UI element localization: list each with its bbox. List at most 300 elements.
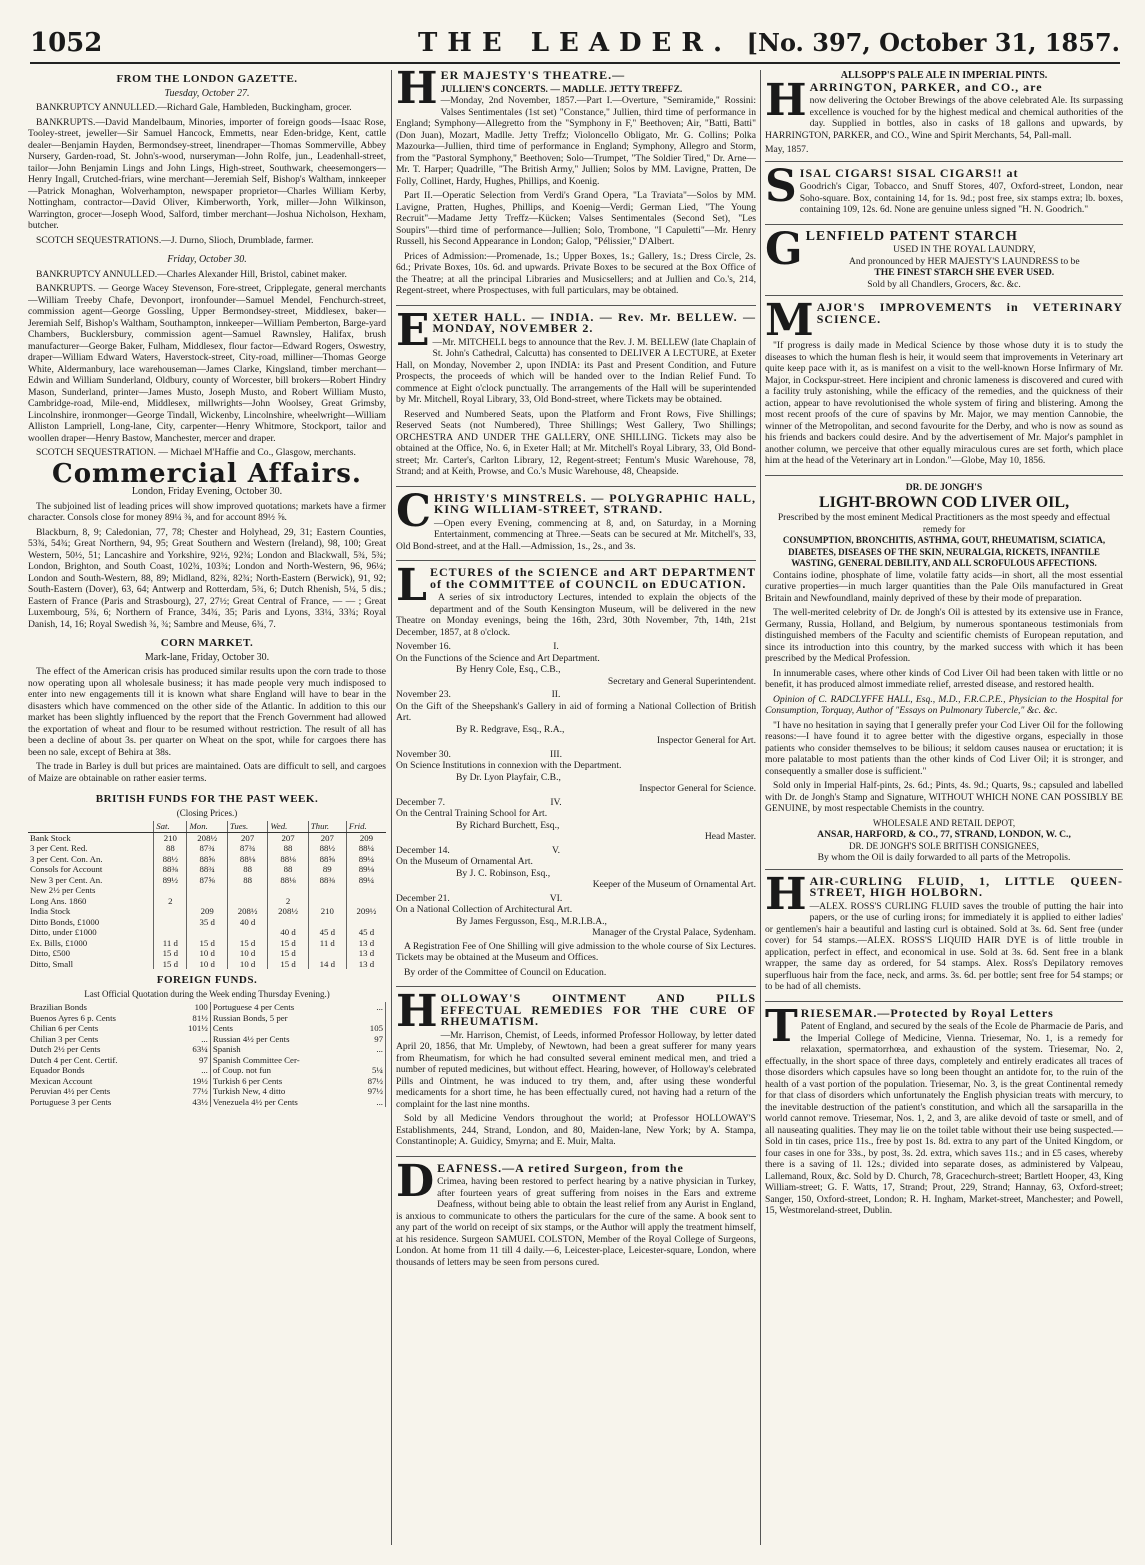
foreign-fund-name: Chilian 6 per Cents xyxy=(30,1023,99,1033)
fund-price xyxy=(227,885,267,896)
foreign-fund-name: Cents xyxy=(212,1023,233,1033)
lecture-speaker: By Henry Cole, Esq., C.B., xyxy=(456,664,561,675)
foreign-fund-price: 105 xyxy=(354,1023,385,1034)
fund-price: 14 d xyxy=(308,959,346,970)
hair-body: —ALEX. ROSS'S CURLING FLUID saves the trouble of putting the hair into papers, or the use of curling irons; for immediately it is applied to either ladies' or gentlemen's hair a beautiful and lasting curl is obtained. Sold at 3s. 6d. Sent free (under cover) for 54 stamps.—ALEX. ROSS'S LIQUID HAIR DYE is of little trouble in application, perfect in effect, and economical in use. Sold at 3s. 6d. Sent free in a blank wrapper, the same day as ordered, for 54 stamps. Alex. Ross's Depilatory removes superfluous hair from the face, neck, and arms. 3s. 6d. per bottle; sent free for 54 stamps; or to be had of all chemists. xyxy=(765,900,1123,992)
hair-title: AIR-CURLING FLUID, 1, LITTLE QUEEN-STREET, HIGH HOLBORN. xyxy=(809,873,1123,899)
fund-name: Ditto Bonds, £1000 xyxy=(30,916,100,927)
fund-price: 10 d xyxy=(187,948,227,959)
lecture-subject: On the Functions of the Science and Art Department. xyxy=(396,652,600,664)
jongh-depot-head: WHOLESALE AND RETAIL DEPOT, xyxy=(872,817,1016,828)
table-row xyxy=(28,927,386,938)
fund-price: 15 d xyxy=(268,959,308,970)
lecture-subject: On the Museum of Ornamental Art. xyxy=(396,856,533,867)
foreign-fund-name: Spanish Committee Cer- xyxy=(212,1054,300,1065)
jongh-consignees2: By whom the Oil is daily forwarded to all parts of the Metropolis. xyxy=(817,852,1071,863)
glenfield-line: USED IN THE ROYAL LAUNDRY, xyxy=(893,244,1036,255)
holloway-title: OLLOWAY'S OINTMENT AND PILLS EFFECTUAL REMEDIES FOR THE CURE OF RHEUMATISM. xyxy=(440,991,756,1028)
dropcap: H xyxy=(765,74,807,126)
fund-price: 88 xyxy=(154,843,187,854)
issue-info: [No. 397, October 31, 1857. xyxy=(746,28,1120,57)
foreign-fund-price: 5¼ xyxy=(354,1065,385,1076)
fund-price: 15 d xyxy=(268,938,308,949)
lecture-number: V. xyxy=(551,844,561,856)
lectures-intro: A series of six introductory Lectures, intended to explain the objects of the department and of the South Kensington Museum, will be delivered in the new Theatre on Monday evenings, being the 16th, 23rd, 30th November, 7th, 14th, 21st December, 1857, at 8 o'clock. xyxy=(396,592,756,638)
fund-price: 10 d xyxy=(227,948,267,959)
funds-subheading: (Closing Prices.) xyxy=(176,807,238,818)
foreign-funds-heading: FOREIGN FUNDS. xyxy=(156,974,258,986)
page-number: 1052 xyxy=(30,28,103,58)
fund-price: 208½ xyxy=(268,906,308,917)
commercial-dateline: London, Friday Evening, October 30. xyxy=(131,486,283,497)
fund-price: 2 xyxy=(154,896,187,907)
sisal-advert xyxy=(765,160,1123,225)
fund-price xyxy=(227,896,267,907)
foreign-fund-price xyxy=(354,1055,385,1066)
funds-column-header xyxy=(28,821,154,832)
foreign-fund-name: Russian 4½ per Cents xyxy=(212,1033,290,1044)
fund-price: 88¾ xyxy=(187,864,227,875)
table-row xyxy=(28,1065,386,1076)
theatre-title: ER MAJESTY'S THEATRE.— xyxy=(440,70,626,82)
harrington-date: May, 1857. xyxy=(765,144,809,155)
foreign-fund-name: Dutch 2½ per Cents xyxy=(30,1044,101,1054)
fund-price: 89 xyxy=(308,864,346,875)
lecture-subject: On a National Collection of Architectural Art. xyxy=(396,904,573,915)
column-divider xyxy=(760,70,761,1545)
fund-price: 88⅜ xyxy=(308,875,346,886)
newspaper-title: THE LEADER. xyxy=(417,28,733,58)
fund-price: 88⅝ xyxy=(187,854,227,865)
column-2 xyxy=(396,70,756,1550)
foreign-fund-price: 97½ xyxy=(354,1086,385,1097)
fund-price: 209 xyxy=(346,832,386,843)
fund-price: 88 xyxy=(268,864,308,875)
fund-price: 89⅛ xyxy=(346,864,386,875)
table-row xyxy=(28,938,386,949)
column-1 xyxy=(28,70,386,1550)
fund-price: 207 xyxy=(308,832,346,843)
table-row xyxy=(28,1034,386,1045)
column-3 xyxy=(765,70,1123,1550)
corn-paragraph: The trade in Barley is dull but prices are maintained. Oats are difficult to sell, and cargoes of Maize are obtainable on rather easier terms. xyxy=(28,761,386,784)
fund-price xyxy=(346,896,386,907)
foreign-fund-name: of Coup. not fun xyxy=(212,1065,271,1075)
holloway-body: —Mr. Harrison, Chemist, of Leeds, informed Professor Holloway, by letter dated April 20, 1856, that Mr. Umpleby, of Newtown, had been a great sufferer for many years from Rheumatism, for which he had consulted several eminent medical men, and tried a number of reputed medicines, but without effect. Hearing, however, of Holloway's celebrated Pills and Ointment, he was induced to try them, and, after using these wonderful medicaments for a short time, he has been effectually cured, not having had a return of the complaint for the last nine months. xyxy=(396,1029,756,1110)
sisal-body: Goodrich's Cigar, Tobacco, and Snuff Stores, 407, Oxford-street, London, near Soho-square. Box, containing 14, for 1s. 9d.; post free, six stamps extra; lb. boxes, containing 109, 12s. 6d. None are genuine unless signed "H. N. Goodrich." xyxy=(799,181,1123,215)
dropcap: M xyxy=(765,295,814,346)
lecture-item xyxy=(396,893,756,939)
fund-price: 209 xyxy=(187,906,227,917)
foreign-fund-price: 97 xyxy=(354,1034,385,1045)
harrington-body: now delivering the October Brewings of the above celebrated Ale. Its surpassing excellence is vouched for by the highest medical and chemical authorities of the day. Supplied in bottles, also in casks of 18 gallons and upwards, by HARRINGTON, PARKER, and CO., Wine and Spirit Merchants, 54, Pall-mall. xyxy=(765,95,1123,141)
fund-price: 88⅛ xyxy=(268,875,308,886)
dropcap: S xyxy=(765,160,797,212)
foreign-fund-name: Equador Bonds xyxy=(30,1065,85,1075)
lecture-speaker: By J. C. Robinson, Esq., xyxy=(456,867,551,879)
fund-price: 45 d xyxy=(346,927,386,938)
deafness-advert xyxy=(396,1155,756,1277)
sisal-title: ISAL CIGARS! SISAL CIGARS!! at xyxy=(799,165,1019,180)
table-row xyxy=(28,1076,386,1087)
lectures-advert xyxy=(396,560,756,987)
fund-name: Ditto, £500 xyxy=(30,948,71,958)
fund-price xyxy=(154,906,187,917)
fund-price: 210 xyxy=(154,832,187,843)
table-row xyxy=(28,1097,386,1108)
glenfield-line: THE FINEST STARCH SHE EVER USED. xyxy=(874,267,1055,278)
funds-column-header: Mon. xyxy=(187,821,227,832)
lecture-subject: On Science Institutions in connexion with the Department. xyxy=(396,760,622,771)
masthead xyxy=(30,28,1120,58)
fund-price: 40 d xyxy=(268,927,308,938)
table-row xyxy=(28,875,386,886)
masthead-rule xyxy=(30,62,1120,64)
major-title: AJOR'S IMPROVEMENTS in VETERINARY SCIENCE. xyxy=(816,300,1123,326)
fund-name: 3 per Cent. Red. xyxy=(30,843,88,853)
harrington-title: ARRINGTON, PARKER, and CO., are xyxy=(809,79,1043,94)
foreign-funds-subheading: Last Official Quotation during the Week ending Thursday Evening.) xyxy=(84,988,330,999)
foreign-fund-name: Spanish xyxy=(212,1044,241,1054)
fund-price: 40 d xyxy=(227,917,267,928)
gazette-annulled: BANKRUPTCY ANNULLED.—Charles Alexander Hill, Bristol, cabinet maker. xyxy=(36,268,347,280)
fund-price: 89½ xyxy=(154,875,187,886)
foreign-fund-price: ... xyxy=(172,1065,210,1076)
column-divider xyxy=(391,70,392,1545)
table-row xyxy=(28,1023,386,1034)
table-row xyxy=(28,896,386,907)
lecture-role: Manager of the Crystal Palace, Sydenham. xyxy=(592,927,756,938)
jongh-pre: DR. DE JONGH'S xyxy=(905,481,983,493)
lecture-date: November 30. xyxy=(396,748,451,760)
lecture-item xyxy=(396,689,756,747)
theatre-body: —Monday, 2nd November, 1857.—Part I.—Overture, "Semiramide," Rossini: Valses Sentimentales (1st set) "Constance," Jullien, third time of performance in England; Symphony—Allegretto from the "Symphony in F," Beethoven; Air, "Batti, Batti" (Don Juan), Mozart, Madlle. Jetty Treffz; Violoncello Obligato, Mr. G. Collins; Polka Mazourka—Jullien, third time of performance in England; Symphony, Allegro and Storm, from the "Pastoral Symphony," Beethoven; Solo—Trumpet, "The Soldier Tired," Dr. Arne—Mr. T. Harper; Quadrille, "The British Army," Jullien; Solos by MM. Lavigne, Pratten, De Folly, Collinet, Hardy, Hughes, Phillips, and Koenig. xyxy=(396,95,756,187)
lecture-date: December 14. xyxy=(396,844,450,856)
theatre-advert xyxy=(396,70,756,306)
foreign-fund-price: 19½ xyxy=(172,1076,210,1087)
fund-price xyxy=(346,885,386,896)
table-row xyxy=(28,843,386,854)
triesemar-advert xyxy=(765,1000,1123,1225)
christy-title: HRISTY'S MINSTRELS. — POLYGRAPHIC HALL, KING WILLIAM-STREET, STRAND. xyxy=(434,490,756,516)
lecture-number: II. xyxy=(551,689,561,700)
fund-price: 87⅝ xyxy=(187,875,227,886)
triesemar-title: RIESEMAR.—Protected by Royal Letters xyxy=(800,1005,1054,1020)
lecture-role: Inspector General for Science. xyxy=(639,783,756,794)
glenfield-line: And pronounced by HER MAJESTY'S LAUNDRESS to be xyxy=(848,255,1080,267)
gazette-heading: FROM THE LONDON GAZETTE. xyxy=(116,73,298,85)
christy-body: —Open every Evening, commencing at 8, and, on Saturday, in a Morning Entertainment, commencing at Three.—Seats can be secured at Mr. Mitchell's, 33, Old Bond-street, and at the Hall.—Admission, 1s., 2s., and 3s. xyxy=(396,517,756,552)
fund-price: 11 d xyxy=(154,938,187,949)
lectures-title: ECTURES of the SCIENCE and ART DEPARTMENT of the COMMITTEE of COUNCIL on EDUCATION. xyxy=(429,565,756,591)
theatre-prices: Prices of Admission:—Promenade, 1s.; Upper Boxes, 1s.; Gallery, 1s.; Dress Circle, 2s. 6d.; Private Boxes, 10s. 6d. and upwards. Private Boxes to be secured at the Box Office of the Theatre; at all the principal Libraries and Musicsellers; and at Jullien and Co.'s, 214, Regent-street, where Prospectuses, with full particulars, may be obtained. xyxy=(396,250,756,296)
fund-price: 10 d xyxy=(187,959,227,970)
fund-price xyxy=(154,927,187,938)
fund-price: 13 d xyxy=(346,948,386,959)
fund-price: 208½ xyxy=(187,832,227,843)
foreign-fund-name: Venezuela 4½ per Cents xyxy=(212,1096,298,1107)
funds-column-header: Tues. xyxy=(227,821,267,832)
fund-price: 207 xyxy=(227,832,267,843)
jongh-sub: Prescribed by the most eminent Medical Practitioners as the most speedy and effectual remedy for xyxy=(777,512,1111,535)
fund-price: 2 xyxy=(268,896,308,907)
major-advert xyxy=(765,295,1123,476)
dropcap: T xyxy=(765,1000,798,1052)
lecture-role: Secretary and General Superintendent. xyxy=(607,675,756,687)
dropcap: G xyxy=(765,223,803,275)
foreign-funds-table xyxy=(28,1002,386,1107)
fund-name: Consols for Account xyxy=(30,864,103,874)
jongh-body: The well-merited celebrity of Dr. de Jongh's Oil is attested by its extensive use in France, Germany, Russia, Holland, and Belgium, by numerous spontaneous testimonials from distinguished members of the Faculty and scientific chemists of European reputation, and since its introduction into this country, by the marked success with which it has been prescribed by the Medical Profession. xyxy=(765,607,1123,664)
fund-price: 45 d xyxy=(308,927,346,938)
theatre-subtitle: JULLIEN'S CONCERTS. — MADLLE. JETTY TREFFZ. xyxy=(440,83,683,95)
table-row xyxy=(28,832,386,843)
fund-price: 15 d xyxy=(154,948,187,959)
foreign-fund-price: 87½ xyxy=(354,1076,385,1087)
foreign-fund-name: Turkish 6 per Cents xyxy=(212,1075,283,1086)
funds-heading: BRITISH FUNDS FOR THE PAST WEEK. xyxy=(95,793,319,805)
dropcap: H xyxy=(765,868,807,920)
fund-price: 88½ xyxy=(154,854,187,865)
fund-price: 88¼ xyxy=(346,843,386,854)
fund-price: 13 d xyxy=(346,959,386,970)
theatre-part2: Part II.—Operatic Selection from Verdi's Grand Opera, "La Traviata"—Solos by MM. Lavigne, Pratten, Hughes, Phillips, and Koenig—Verdi; German Lied, "The Young Recruit"—Madame Jetty Treffz—Kücken; Valses Sentimentales (Second Set), "Les Soupirs"—third time of performance—Jullien; Solo, Trombone, "I Capuletti"—Mr. Henry Russell, his Second Appearance in London; Galop, "Pélissier," D'Albert. xyxy=(396,190,756,247)
commercial-heading: Commercial Affairs. xyxy=(52,458,362,489)
fund-price xyxy=(187,927,227,938)
table-row xyxy=(28,959,386,970)
fund-price: 88 xyxy=(227,864,267,875)
lecture-item xyxy=(396,845,756,891)
dropcap: H xyxy=(396,70,438,114)
lectures-footer: A Registration Fee of One Shilling will give admission to the whole course of Six Lectures. Tickets may be obtained at the Museum and Offices. xyxy=(396,940,756,963)
lecture-date: December 21. xyxy=(396,892,450,904)
foreign-fund-price: ... xyxy=(172,1034,210,1045)
table-row xyxy=(28,1086,386,1097)
british-funds-table xyxy=(28,821,386,969)
fund-name: Bank Stock xyxy=(30,832,71,843)
jongh-title: LIGHT-BROWN COD LIVER OIL, xyxy=(818,494,1070,511)
commercial-intro: The subjoined list of leading prices will show improved quotations; markets have a firmer character. Consols close for money 89¼ ⅜, and for account 89½ ⅝. xyxy=(28,500,386,523)
dropcap: H xyxy=(396,986,438,1037)
lecture-speaker: By Dr. Lyon Playfair, C.B., xyxy=(456,771,561,783)
lecture-role: Keeper of the Museum of Ornamental Art. xyxy=(592,879,756,890)
lecture-subject: On the Central Training School for Art. xyxy=(396,808,548,819)
foreign-fund-price: ... xyxy=(354,1097,385,1108)
foreign-fund-name: Turkish New, 4 ditto xyxy=(212,1086,286,1096)
lecture-date: November 23. xyxy=(396,689,451,700)
fund-price: 88 xyxy=(227,875,267,886)
fund-price: 208½ xyxy=(227,906,267,917)
exeter-body2: Reserved and Numbered Seats, upon the Platform and Front Rows, Five Shillings; Reserved Seats (not Numbered), Three Shillings; West Gallery, Two Shillings; ORCHESTRA AND UNDER THE GALLERY, ONE SHILLING. Tickets may also be obtained at the Office, No. 6, in Exeter Hall; at Mr. Mitchell's Royal Library, 33, Old Bond-street; Mr. Carter's, Carlton Library, 12, Regent-street; Fentum's Music Warehouse, 78, Strand; and at Keith, Prowse, and Co.'s Music Warehouse, 48, Cheapside. xyxy=(396,408,756,477)
lecture-role: Head Master. xyxy=(704,831,756,842)
dropcap: D xyxy=(396,1155,435,1207)
table-row xyxy=(28,906,386,917)
foreign-fund-name: Portuguese 4 per Cents xyxy=(212,1002,295,1012)
fund-price: 35 d xyxy=(187,917,227,928)
lecture-number: I. xyxy=(553,641,559,652)
foreign-fund-price xyxy=(354,1013,385,1024)
dropcap: E xyxy=(396,304,430,356)
fund-price: 15 d xyxy=(268,948,308,959)
foreign-fund-name: Brazilian Bonds xyxy=(30,1002,87,1012)
glenfield-line: Sold by all Chandlers, Grocers, &c. &c. xyxy=(867,278,1021,290)
foreign-fund-name: Mexican Account xyxy=(30,1075,93,1086)
foreign-fund-price: 101½ xyxy=(172,1023,210,1034)
table-row xyxy=(28,1013,386,1024)
gazette-bankrupts: BANKRUPTS. — George Wacey Stevenson, Fore-street, Cripplegate, general merchants—William Treeby Chafe, Devonport, ironfounder—Samuel Mendel, Fenchurch-street, commission agent—George Gossling, Upper Bermondsey-street, Middlesex, baker—Jeremiah Self, Bishop's Waltham, Southampton, innkeeper—William Pemberton, Barge-yard Chambers, Bucklersbury, commission agent—Samuel Rawnsley, Halifax, brush manufacturer—George Baker, Fulham, Middlesex, flour factor—Edward Rogers, Oswestry, draper—William Edward Waters, Haverstock-street, City-road, milliner—Thomas George White, Aldermanbury, lace warehouseman—James Clarke, Kingsland, timber merchant—Edwin and William Sunderland, Oldbury, county of Worcester, bill brokers—Robert Hindry Mason, Sunderland, printer—James Musto, Joseph Musto, and Robert William Musto, Cambridge-road, Mile-end, Middlesex, millwrights—John Woolsey, Great Grimsby, Lincolnshire, ironmonger—George Tindall, Wickenby, Lincolnshire, wheelwright—William Alliston Lampriell, Long-lane, City, carpenter—Henry Whitmore, Stockport, tailor and woollen draper—Henry Bastow, Manchester, mercer and draper. xyxy=(28,283,386,444)
funds-column-header: Sat. xyxy=(154,821,187,832)
fund-price xyxy=(154,885,187,896)
lecture-item xyxy=(396,797,756,843)
foreign-fund-price: 81½ xyxy=(172,1013,210,1024)
foreign-fund-name: Portuguese 3 per Cents xyxy=(30,1096,112,1107)
fund-price: 15 d xyxy=(154,959,187,970)
commercial-prices: Blackburn, 8, 9; Caledonian, 77, 78; Chester and Holyhead, 29, 31; Eastern Counties, 53¾, 54¾; Great Northern, 94, 95; Great Southern and Western (Ireland), 98, 100; Great Western, 50½, 51; Lancashire and Yorkshire, 92½, 92¾; London and Blackwall, 5¾, 5¾; London, Brighton, and South Coast, 102¾, 103¾; London and North-Western, 96, 96¼; London and South-Western, 88, 89; Midland, 82¾, 82¾; North-Eastern (Berwick), 91, 92; South-Eastern (Dover), 63, 64; Antwerp and Rotterdam, 5¾, 6; Dutch Rhenish, 5¼, 5 dis.; Eastern of France (Paris and Strasbourg), 27, 27½; Great Central of France, — — ; Great Luxembourg, 5¾, 6; Northern of France, 34¾, 35; Paris and Lyons, 33¼, 33¾; Royal Danish, 14, 16; Royal Swedish ¾, ¾; Sambre and Meuse, 6¾, 7. xyxy=(28,526,386,630)
fund-name: India Stock xyxy=(30,906,71,916)
fund-price: 88½ xyxy=(308,843,346,854)
fund-price: 210 xyxy=(308,906,346,917)
major-body: "If progress is daily made in Medical Science by those whose duty it is to study the diseases to which the human flesh is heir, it would seem that improvements in Veterinary art quite keep pace with it, as is manifest on a visit to the well-known Horse Infirmary of Mr. Major, in Cockspur-street. Here incipient and chronic lameness is discovered and cured with a facility truly astonishing, while the efficacy of the remedies, and the quickness of their action, appear to have revolutionised the whole system of firing and blistering. Among the most recent proofs of the cure of spavins by Mr. Major, we may mention Cannobie, the winner of the Metropolitan, and second favourite for the Derby, and who is now as sound as his friends and backers could desire. And by the advertisement of Mr. Major's pamphlet in another column, we perceive that other equally miraculous cures are set forth, which place him at the head of the Veterinary art in London."—Globe, May 10, 1856. xyxy=(765,340,1123,466)
glenfield-title: LENFIELD PATENT STARCH xyxy=(805,228,1018,244)
fund-price: 87¾ xyxy=(187,843,227,854)
triesemar-body: Patent of England, and secured by the seals of the Ecole de Pharmacie de Paris, and the Imperial College of Medicine, Vienna. Triesemar, No. 1, is a remedy for relaxation, spermatorrhœa, and exhaustion of the system. Triesemar, No. 2, effectually, in the short space of three days, completely and entirely eradicates all traces of those disorders which capsules have so long been thought an antidote for, to the ruin of the health of a vast portion of the population. Triesemar, No. 3, is the great Continental remedy for that class of disorders which unfortunately the English physician treats with mercury, to the inevitable destruction of the patient's constitution, and which all the sarsaparilla in the world cannot remove. Triesemar, Nos. 1, 2, and 3, are alike devoid of taste or smell, and of all nauseating qualities. They may lie on the toilet table without their use being suspected.—Sold in tin cases, price 11s., free by post 1s. 8d. extra to any part of the United Kingdom, or four cases in one for 33s., by post, 3s. 2d. extra, which saves 11s.; and in £5 cases, whereby there is a saving of 1l. 12s.; divided into separate doses, as administered by Valpeau, Lallemand, Roux, &c. Sold by D. Church, 78, Gracechurch-street; Bartlett Hooper, 43, King William-street; G. F. Watts, 17, Strand; Prout, 229, Strand; Hannay, 63, Oxford-street; Sanger, 150, Oxford-street, London; R. H. Ingham, Market-street, Manchester; and Powell, 15, Westmoreland-street, Dublin. xyxy=(765,1021,1123,1216)
funds-column-header: Frid. xyxy=(346,821,386,832)
exeter-body: —Mr. MITCHELL begs to announce that the Rev. J. M. BELLEW (late Chaplain of St. John's Cathedral, Calcutta) has consented to DELIVER A LECTURE, at Exeter Hall, on Monday, November 2, upon INDIA: its Past and Present Condition, and Future Prospects, the proceeds of which will be handed over to the Indian Relief Fund. To commence at Eight o'clock punctually. The arrangements of the Hall will be superintended by Mr. Mitchell, Royal Library, 33, Old Bond-street, where Tickets may be obtained. xyxy=(396,336,756,405)
lecture-list xyxy=(396,641,756,939)
foreign-fund-price: 63¼ xyxy=(172,1044,210,1055)
gazette-date: Friday, October 30. xyxy=(167,254,247,265)
fund-price xyxy=(308,917,346,928)
fund-price: 87¾ xyxy=(227,843,267,854)
fund-price: 88 xyxy=(268,843,308,854)
jongh-diseases: CONSUMPTION, BRONCHITIS, ASTHMA, GOUT, RHEUMATISM, SCIATICA, DIABETES, DISEASES OF THE SKIN, NEURALGIA, RICKETS, INFANTILE WASTING, GENERAL DEBILITY, AND ALL SCROFULOUS AFFECTIONS. xyxy=(782,535,1106,568)
exeter-hall-advert xyxy=(396,304,756,487)
holloway-advert xyxy=(396,986,756,1157)
table-row xyxy=(28,885,386,896)
fund-price: 89¼ xyxy=(346,875,386,886)
lecture-speaker: By R. Redgrave, Esq., R.A., xyxy=(456,723,565,735)
table-row xyxy=(28,948,386,959)
dropcap: C xyxy=(396,485,432,537)
jongh-consignees: DR. DE JONGH'S SOLE BRITISH CONSIGNEES, xyxy=(849,840,1039,851)
cod-liver-oil-advert xyxy=(765,482,1123,870)
fund-price: 88⅜ xyxy=(154,864,187,875)
fund-name: Ditto, under £1000 xyxy=(30,927,97,937)
fund-price xyxy=(308,948,346,959)
exeter-title: XETER HALL. — INDIA. — Rev. Mr. BELLEW. — MONDAY, NOVEMBER 2. xyxy=(432,309,756,335)
funds-column-header: Wed. xyxy=(268,821,308,832)
fund-price: 11 d xyxy=(308,938,346,949)
fund-price: 88⅛ xyxy=(227,854,267,865)
fund-price xyxy=(227,927,267,938)
deafness-title: EAFNESS.—A retired Surgeon, from the xyxy=(437,1160,684,1175)
fund-name: New 3 per Cent. An. xyxy=(30,874,103,885)
table-row xyxy=(28,1002,386,1013)
table-row xyxy=(28,1055,386,1066)
fund-price: 15 d xyxy=(227,938,267,949)
jongh-body: Contains iodine, phosphate of lime, volatile fatty acids—in short, all the most essential curative properties—in much larger quantities than the Pale Oils manufactured in Great Britain and Newfoundland, mainly deprived of these by their mode of preparation. xyxy=(765,569,1123,604)
fund-price xyxy=(268,917,308,928)
fund-price xyxy=(268,885,308,896)
foreign-fund-price: 100 xyxy=(172,1002,210,1013)
fund-name: Ditto, Small xyxy=(30,958,74,969)
jongh-body: In innumerable cases, where other kinds of Cod Liver Oil had been taken with little or no benefit, it has produced almost immediate relief, arrested disease, and restored health. xyxy=(765,667,1123,690)
foreign-fund-price: ... xyxy=(354,1044,385,1055)
foreign-fund-name: Russian Bonds, 5 per xyxy=(212,1012,288,1023)
corn-dateline: Mark-lane, Friday, October 30. xyxy=(144,651,270,663)
fund-price: 15 d xyxy=(187,938,227,949)
foreign-fund-name: Chilian 3 per Cents xyxy=(30,1033,99,1044)
lecture-number: III. xyxy=(550,748,562,760)
fund-price xyxy=(308,896,346,907)
foreign-fund-name: Peruvian 4½ per Cents xyxy=(30,1086,111,1096)
fund-price xyxy=(154,917,187,928)
jongh-depot: ANSAR, HARFORD, & CO., 77, STRAND, LONDON, W. C., xyxy=(817,829,1071,840)
foreign-fund-price: 43½ xyxy=(172,1097,210,1108)
hair-curling-advert xyxy=(765,868,1123,1002)
fund-name: Long Ans. 1860 xyxy=(30,895,87,906)
fund-price: 89¼ xyxy=(346,854,386,865)
foreign-fund-price: 97 xyxy=(172,1055,210,1066)
lecture-date: November 16. xyxy=(396,641,451,652)
fund-price: 88⅝ xyxy=(308,854,346,865)
gazette-date: Tuesday, October 27. xyxy=(164,87,250,99)
foreign-fund-name: Buenos Ayres 6 p. Cents xyxy=(30,1012,116,1023)
foreign-fund-price: 77½ xyxy=(172,1086,210,1097)
fund-price xyxy=(308,885,346,896)
gazette-annulled: BANKRUPTCY ANNULLED.—Richard Gale, Hambleden, Buckingham, grocer. xyxy=(36,102,352,113)
gazette-bankrupts: BANKRUPTS.—David Mandelbaum, Minories, importer of foreign goods—Isaac Rose, Tooley-street, jeweller—Sir Samuel Hancock, Emmetts, near Eden-bridge, Kent, cattle dealer—Benjamin Hayden, Bermondsey-street, linendraper—Thomas Sommerville, Abbey Nursery, Garden-road, St. John's-wood, nurseryman—John Rolfe, jun., Leadenhall-street, tailor—John Benjamin Lings and John Lings, High-street, Southwark, cheesemongers—Henry Ingall, Crutched-friars, wine merchant—Jeremiah Self, Bishop's Waltham, innkeeper—Patrick Monaghan, Wolverhampton, newspaper proprietor—Charles William Kerby, Nottingham, contractor—David Oliver, Kimberworth, York, miller—John Wilkinson, Warrington, grocer—Joseph Wood, Salford, timber merchant—Joshua Nicholson, Hexham, butcher. xyxy=(28,116,386,231)
lecture-speaker: By James Fergusson, Esq., M.R.I.B.A., xyxy=(456,915,607,927)
foreign-fund-price: ... xyxy=(354,1002,385,1013)
christy-advert xyxy=(396,485,756,562)
foreign-fund-name: Dutch 4 per Cent. Certif. xyxy=(30,1054,118,1065)
jongh-sold: Sold only in Imperial Half-pints, 2s. 6d.; Pints, 4s. 9d.; Quarts, 9s.; capsuled and labelled with Dr. de Jongh's Stamp and Signature, WITHOUT WHICH NONE CAN POSSIBLY BE GENUINE, by most respectable Chemists in the country. xyxy=(765,780,1123,814)
lecture-speaker: By Richard Burchett, Esq., xyxy=(456,819,560,831)
lecture-item xyxy=(396,749,756,795)
lectures-footer2: By order of the Committee of Council on Education. xyxy=(404,966,607,978)
fund-name: Ex. Bills, £1000 xyxy=(30,937,88,948)
fund-price xyxy=(187,885,227,896)
lecture-number: VI. xyxy=(549,892,563,904)
table-row xyxy=(28,1044,386,1055)
dropcap: L xyxy=(396,560,427,611)
fund-price: 209½ xyxy=(346,906,386,917)
allsopp-heading: ALLSOPP'S PALE ALE IN IMPERIAL PINTS. xyxy=(840,70,1048,81)
jongh-quote: "I have no hesitation in saying that I generally prefer your Cod Liver Oil for the following reasons:—I have found it to agree better with the digestive organs, especially in those patients who consider themselves to be bilious; it seldom causes nausea or eructation; it is more palatable to most patients than the other kinds of Cod Liver Oil; it is stronger, and consequently a smaller dose is sufficient." xyxy=(765,719,1123,777)
glenfield-advert xyxy=(765,223,1123,297)
corn-heading: CORN MARKET. xyxy=(160,637,254,649)
lecture-role: Inspector General for Art. xyxy=(656,735,756,746)
funds-column-header: Thur. xyxy=(308,821,346,832)
table-row xyxy=(28,864,386,875)
lecture-date: December 7. xyxy=(396,796,446,808)
fund-price: 88⅛ xyxy=(268,854,308,865)
fund-name: 3 per Cent. Con. An. xyxy=(30,853,103,864)
holloway-body2: Sold by all Medicine Vendors throughout the world; at Professor HOLLOWAY'S Establishments, 244, Strand, London, and 80, Maiden-lane, New York; by A. Stampa, Constantinople; A. Guidicy, Smyrna; and E. Muir, Malta. xyxy=(396,1113,756,1147)
lecture-item xyxy=(396,641,756,687)
gazette-scotch: SCOTCH SEQUESTRATION. — Michael M'Haffie and Co., Glasgow, merchants. xyxy=(36,447,356,458)
deafness-body: Crimea, having been restored to perfect hearing by a native physician in Turkey, after fourteen years of great suffering from noises in the Ears and extreme Deafness, without being able to obtain the least relief from any Aurist in England, is anxious to communicate to others the particulars for the cure of the same. A book sent to any part of the world on receipt of six stamps, or the Author will apply the treatment himself, at his residence. Surgeon SAMUEL COLSTON, Member of the Royal College of Surgeons, London. At home from 11 till 4 daily.—6, Leicester-place, Leicester-square, London, where thousands of letters may be seen from persons cured. xyxy=(396,1176,756,1268)
lecture-number: IV. xyxy=(550,796,562,808)
fund-price xyxy=(187,896,227,907)
gazette-scotch: SCOTCH SEQUESTRATIONS.—J. Durno, Slioch, Drumblade, farmer. xyxy=(36,234,314,246)
fund-price xyxy=(346,917,386,928)
fund-name: New 2½ per Cents xyxy=(30,885,96,895)
fund-price: 10 d xyxy=(227,959,267,970)
fund-price: 207 xyxy=(268,832,308,843)
lecture-subject: On the Gift of the Sheepshank's Gallery in aid of forming a National Collection of British Art. xyxy=(396,700,756,723)
